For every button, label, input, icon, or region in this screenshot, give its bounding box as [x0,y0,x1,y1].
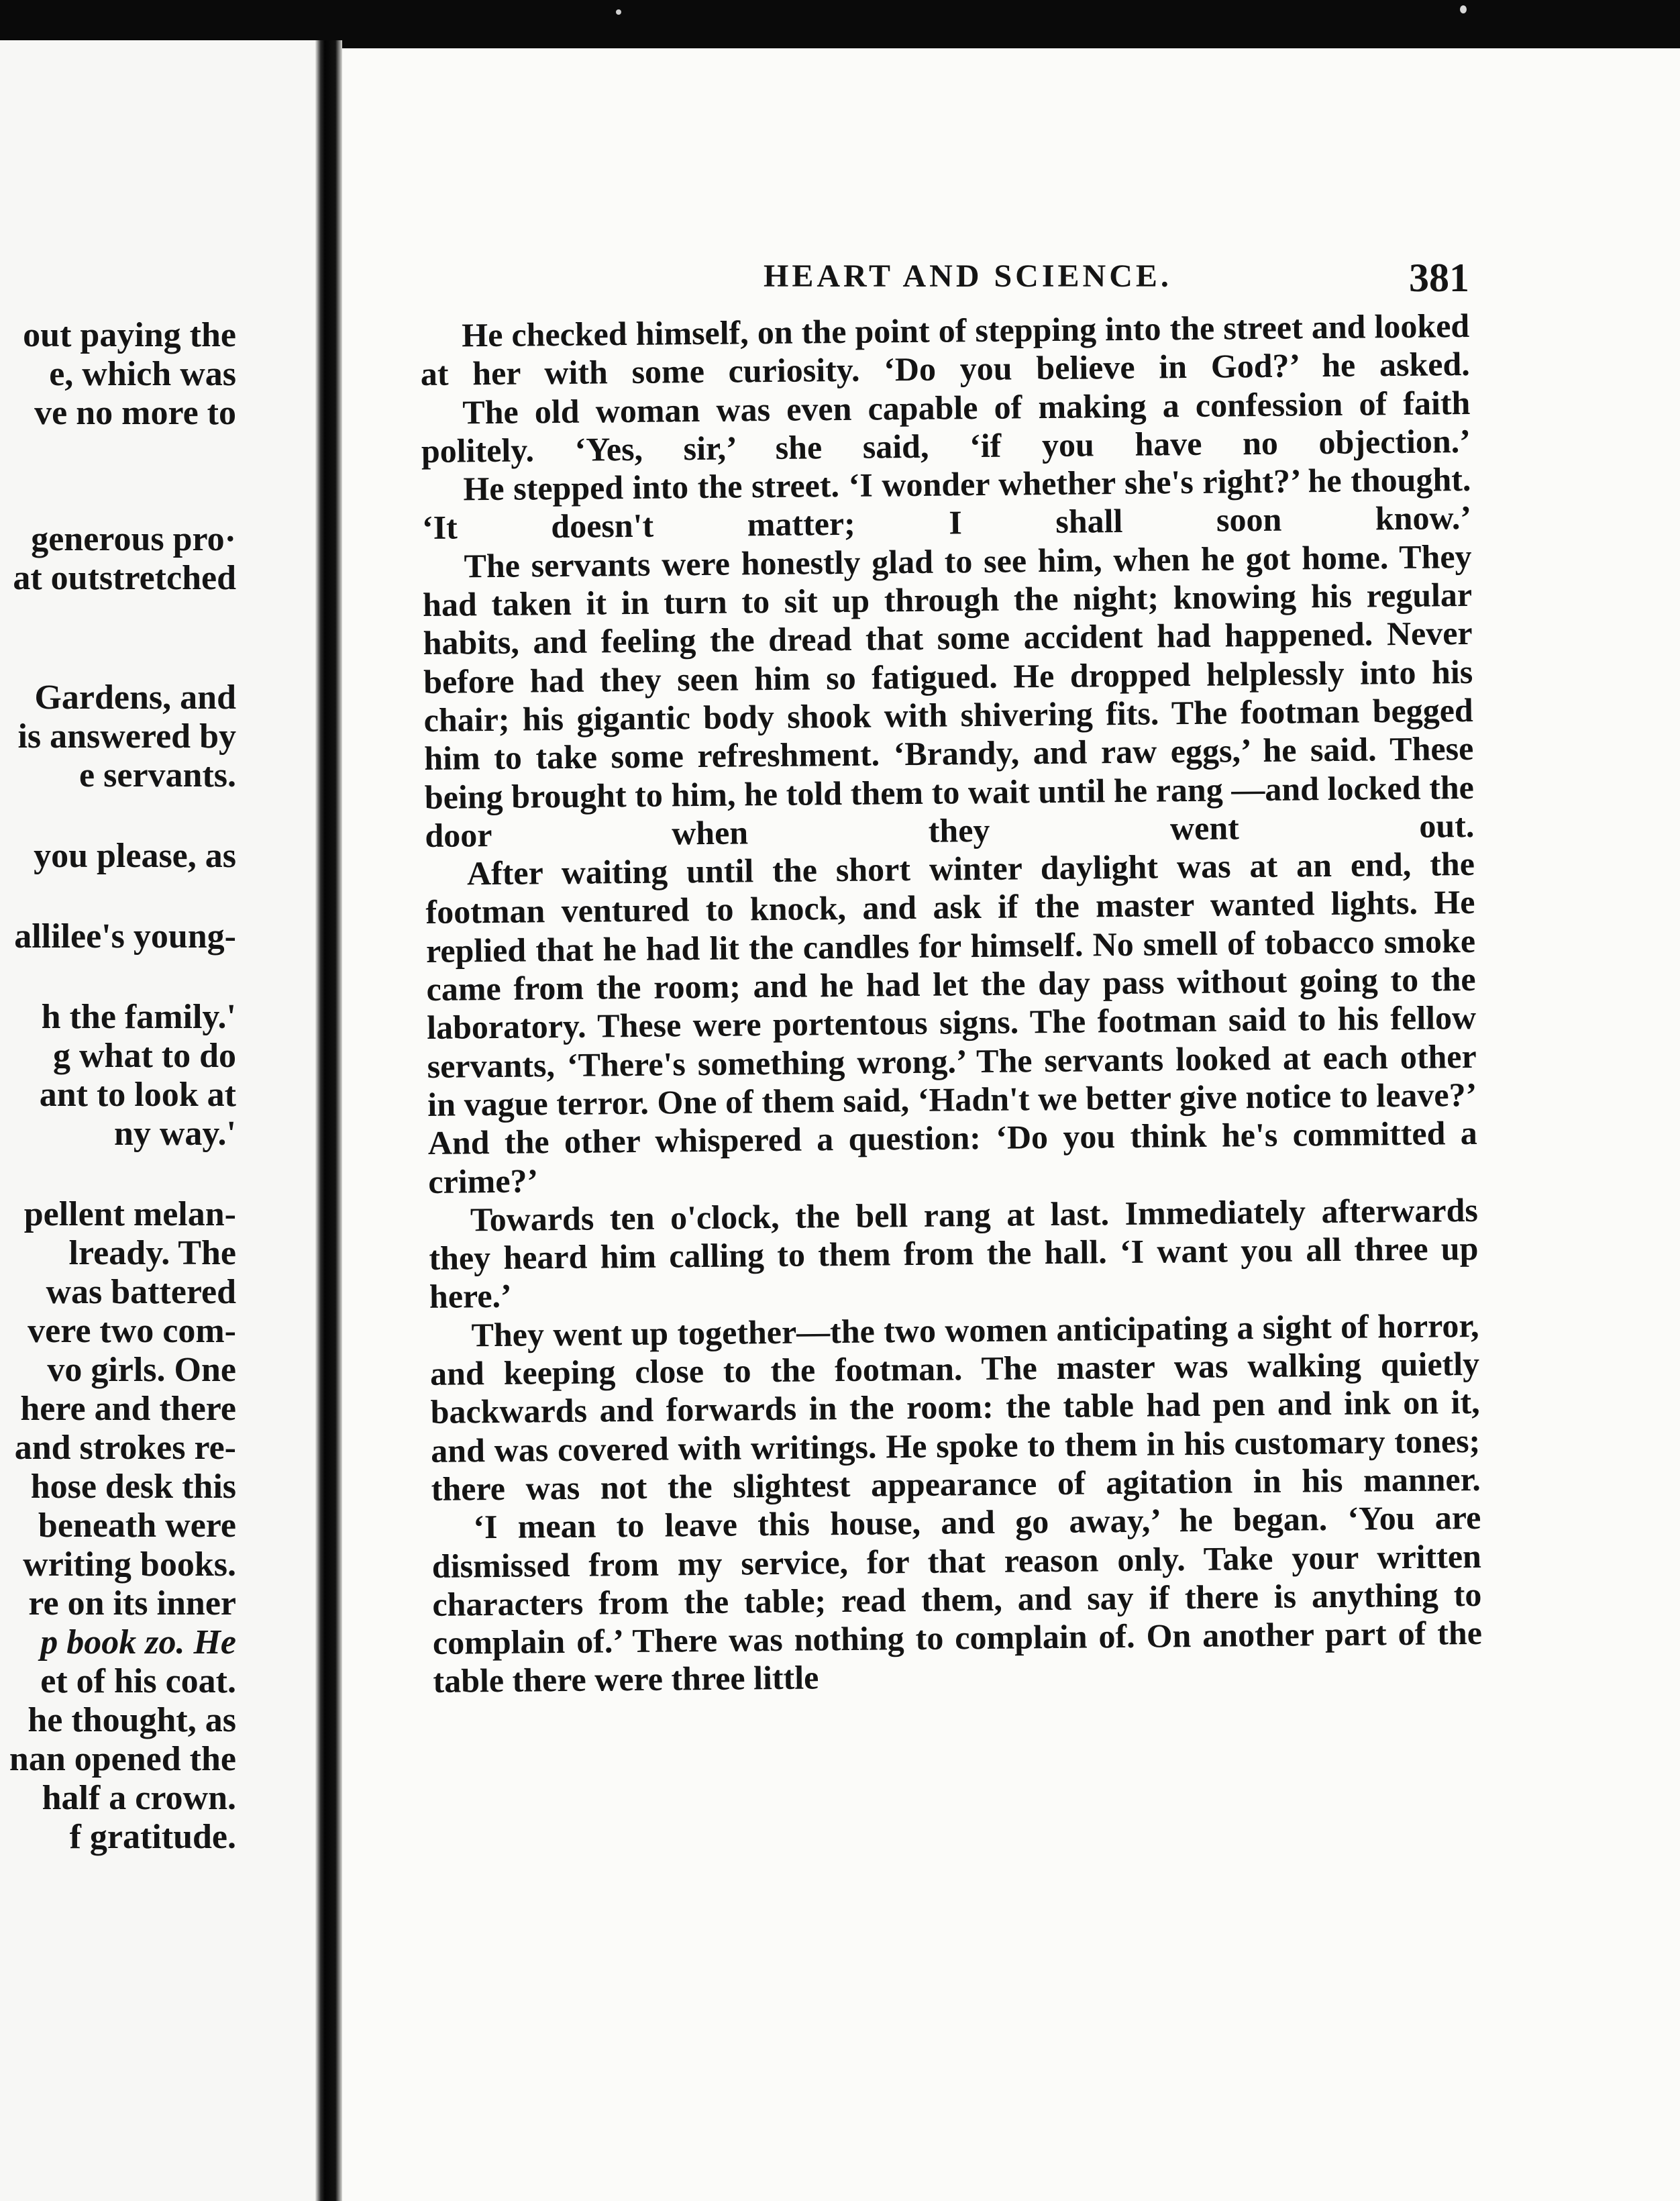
previous-page-line: here and there [20,1390,236,1428]
previous-page-line: p book zo. He [40,1623,236,1661]
previous-page-line: ve no more to [34,394,236,432]
previous-page-line: allilee's young- [14,917,236,956]
previous-page-line: e servants. [79,756,236,795]
previous-page-line: beneath were [38,1506,236,1545]
paragraph: ‘I mean to leave this house, and go away,’ he began. ‘You are dismissed from my service, for that reason only. Take your written characters from the table; read them, and say if there is anything to complain of.’ There was nothing to complain of. On another part of the table there were three little [431,1498,1483,1700]
paragraph: Towards ten o'clock, the bell rang at last. Immediately afterwards they heard him calling to them from the hall. ‘I want you all three up here.’ [429,1190,1479,1316]
previous-page-line: h the family.' [41,998,236,1036]
previous-page-line: nan opened the [9,1740,236,1778]
previous-page-line: you please, as [34,837,236,875]
previous-page-margin [0,40,315,2201]
previous-page-line: half a crown. [42,1779,236,1817]
previous-page-line: Gardens, and [34,678,236,717]
paragraph: The old woman was even capable of making a confession of faith politely. ‘Yes, sir,’ she said, ‘if you have no objection.’ [421,383,1471,470]
previous-page-line: f gratitude. [69,1818,236,1856]
previous-page-line: ny way.' [113,1115,236,1153]
page-body [420,307,1483,1701]
previous-page-line: and strokes re- [14,1429,236,1467]
previous-page-line: hose desk this [30,1468,236,1506]
previous-page-line: out paying the [23,316,236,354]
running-head: HEART AND SCIENCE. [764,258,1172,294]
previous-page-line: vo girls. One [47,1351,236,1389]
page-number: 381 [1409,256,1469,300]
previous-page-line: et of his coat. [40,1662,236,1700]
previous-page-line: generous pro· [31,520,236,558]
book-spine-gutter [315,40,342,2201]
previous-page-line: he thought, as [28,1701,236,1739]
previous-page-line: was battered [46,1273,236,1311]
scan-speck [616,9,621,15]
paragraph: He stepped into the street. ‘I wonder whether she's right?’ he thought. ‘It doesn't matter; I shall soon know.’ [421,460,1472,547]
previous-page-line: writing books. [23,1545,236,1584]
previous-page-line: lready. The [68,1234,236,1272]
previous-page-line: is answered by [17,717,236,756]
previous-page-line: e, which was [49,355,236,393]
paragraph: The servants were honestly glad to see him, when he got home. They had taken it in turn to sit up through the night; knowing his regular habits, and feeling the dread that some accident had happened. Never before had they seen him so fatigued. He dropped helplessly into his chair; his gigantic body shook with shivering fits. The footman begged him to take some refreshment. ‘Brandy, and raw eggs,’ he said. These being brought to him, he told them to wait until he rang —and locked the door when they went out. [422,537,1475,854]
paragraph: After waiting until the short winter daylight was at an end, the footman ventured to knock, and ask if the master wanted lights. He replied that he had lit the candles for himself. No smell of tobacco smoke came from the room; and he had let the day pass without going to the laboratory. These were portentous signs. The footman said to his fellow servants, ‘There's something wrong.’ The servants looked at each other in vague terror. One of them said, ‘Hadn't we better give notice to leave?’ And the other whispered a question: ‘Do you think he's committed a crime?’ [425,845,1478,1200]
previous-page-line: g what to do [52,1037,236,1075]
scan-speck [1460,5,1467,13]
previous-page-line: pellent melan- [23,1195,236,1233]
previous-page-line: at outstretched [13,559,236,597]
previous-page-line: ant to look at [39,1076,236,1114]
previous-page-line: vere two com- [28,1312,236,1350]
paragraph: They went up together—the two women anticipating a sight of horror, and keeping close to the footman. The master was walking quietly backwards and forwards in the room: the table had pen and ink on it, and was covered with writings. He spoke to them in his customary tones; there was not the slightest appearance of agitation in his manner. [429,1306,1481,1508]
paragraph: He checked himself, on the point of stepping into the street and looked at her with some curiosity. ‘Do you believe in God?’ he asked. [420,306,1471,393]
previous-page-line: re on its inner [28,1584,236,1623]
